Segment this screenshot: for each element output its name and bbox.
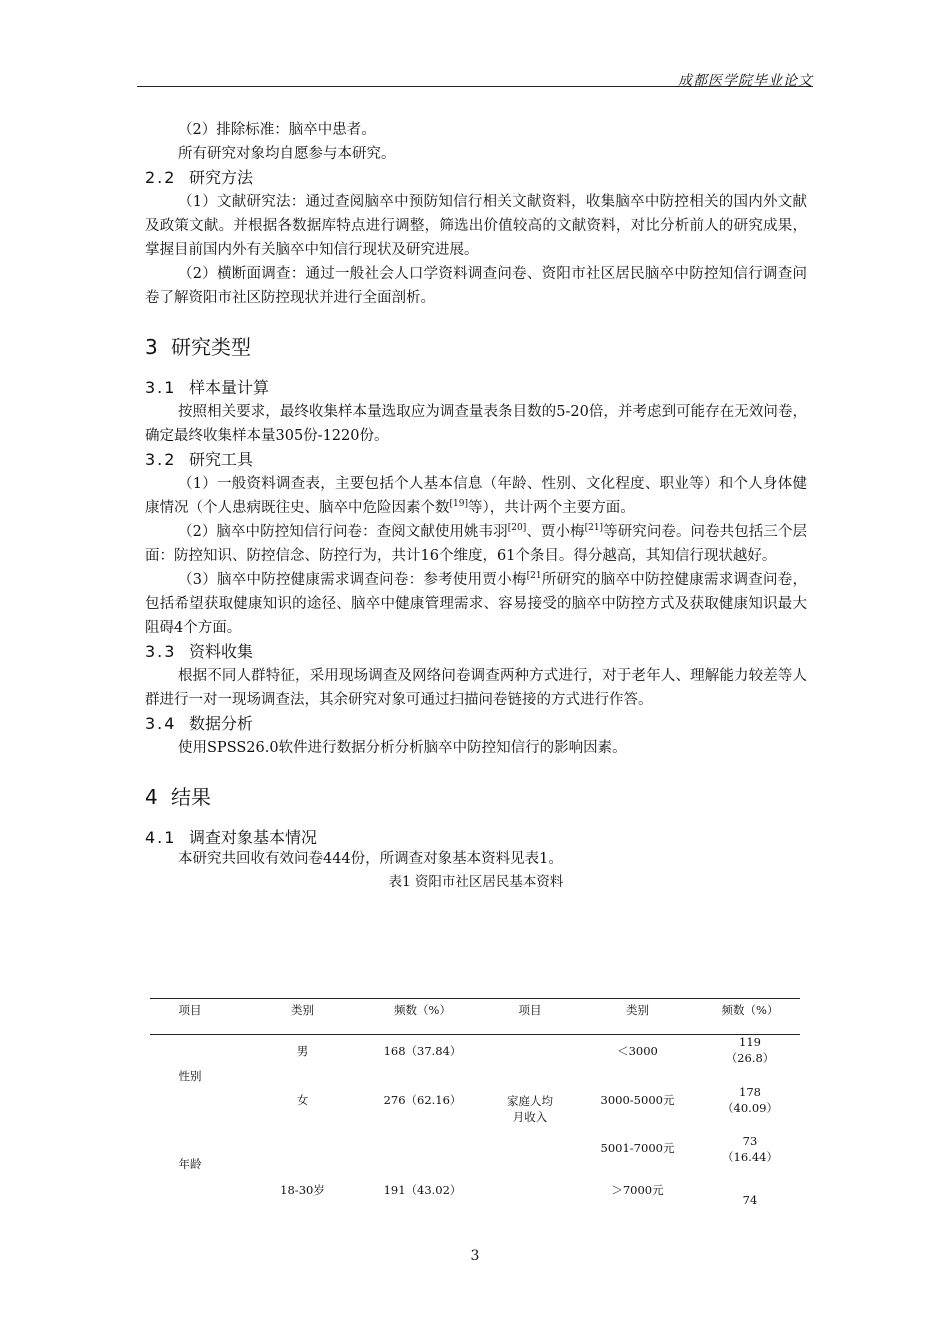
heading-title: 研究类型 [171,335,251,359]
freq-percent: （16.44） [722,1150,778,1164]
cell-male: 男 [296,1044,309,1058]
heading-number: 4.1 [145,828,177,847]
freq-percent: （26.8） [725,1051,775,1065]
heading-title: 研究方法 [189,168,254,187]
cell-income-1: ＜3000 [617,1044,658,1058]
text-run: （1）一般资料调查表，主要包括个人基本信息（年龄、性别、文化程度、职业等）和个人身体健康情况（个人患病既往史、脑卒中危险因素个数 [145,476,807,516]
freq-percent: （40.09） [722,1101,778,1115]
paragraph-cross-section: （2）横断面调查：通过一般社会人口学资料调查问卷、资阳市社区居民脑卒中防控知信行调查问卷了解资阳市社区防控现状并进行全面剖析。 [145,266,807,306]
cell-income-2-freq [695,1084,805,1116]
paragraph-result: 本研究共回收有效问卷444份，所调查对象基本资料见表1。 [178,851,563,867]
heading-number: 3.1 [145,378,177,397]
cell-income-3: 5001-7000元 [600,1141,675,1155]
heading-title: 资料收集 [189,642,254,661]
cell-income-4: ＞7000元 [611,1183,664,1197]
heading-number: 3.2 [145,450,177,469]
text-run: 所研究的脑卒中防控健康需求调查问卷，包括希望获取健康知识的途径、脑卒中健康管理需求、容易接受的脑卒中防控方式及获取健康知识最大阻碍4个方面。 [145,572,807,636]
table-top-rule [150,998,800,999]
header-frequency: 频数（%） [721,1003,779,1017]
freq-count: 73 [742,1134,758,1148]
row-label-age: 年龄 [178,1157,202,1171]
paragraph-voluntary: 所有研究对象均自愿参与本研究。 [178,146,396,162]
heading-3-3 [145,640,807,664]
cell-income-3-freq [695,1133,805,1165]
paragraph-data-analysis: 使用SPSS26.0软件进行数据分析分析脑卒中防控知信行的影响因素。 [178,740,627,756]
paragraph-tool-2 [145,520,807,568]
cell-male-freq: 168（37.84） [383,1044,462,1058]
freq-count: 119 [739,1035,761,1049]
heading-title: 数据分析 [189,714,254,733]
basic-info-table [150,998,800,1213]
paragraph-data-collection: 根据不同人群特征，采用现场调查及网络问卷调查两种方式进行，对于老年人、理解能力较差等人群进行一对一现场调查法，其余研究对象可通过扫描问卷链接的方式进行作答。 [145,668,807,708]
cell-age-18-30: 18-30岁 [280,1183,325,1197]
heading-3-1 [145,376,807,400]
heading-title: 调查对象基本情况 [189,828,318,847]
row-label-gender: 性别 [178,1069,202,1083]
text-run: 、贾小梅 [526,524,585,540]
heading-4 [145,782,807,812]
paragraph-exclusion: （2）排除标准：脑卒中患者。 [178,122,376,138]
cell-female-freq: 276（62.16） [383,1093,462,1107]
header-item: 项目 [178,1003,202,1017]
heading-2-2 [145,166,807,190]
paragraph-literature: （1）文献研究法：通过查阅脑卒中预防知信行相关文献资料，收集脑卒中防控相关的国内外文献及政策文献。并根据各数据库特点进行调整，筛选出价值较高的文献资料，对比分析前人的研究成果，掌握目前国内外有关脑卒中知信行现状及研究进展。 [145,194,807,258]
heading-3-4 [145,712,807,736]
citation: [19] [449,499,468,510]
text-run: （3）脑卒中防控健康需求调查问卷：参考使用贾小梅 [178,572,527,588]
heading-4-1 [145,826,807,850]
cell-income-1-freq [695,1034,805,1066]
heading-3-2 [145,448,807,472]
page-number: 3 [470,1248,480,1264]
heading-number: 3 [145,335,158,359]
cell-female: 女 [296,1093,309,1107]
heading-number: 2.2 [145,168,177,187]
text-run: 等研究问卷。问卷共包括三个层面：防控知识、防控信念、防控行为，共计16个维度，61个条目。得分越高，其知信行现状越好。 [145,524,808,564]
citation: [20] [507,523,527,534]
header-item: 项目 [518,1003,542,1017]
header-rule [137,86,813,87]
heading-title: 结果 [171,785,211,809]
citation: [21] [584,523,604,534]
row-label-income: 家庭人均月收入 [507,1094,553,1124]
paragraph-tool-1 [145,472,807,520]
body-text [145,118,807,894]
running-header: 成都医学院毕业论文 [678,73,813,89]
header-category: 类别 [626,1003,649,1017]
cell-income-2: 3000-5000元 [600,1093,675,1107]
freq-count: 178 [739,1085,761,1099]
cell-income-4-freq: 74 [742,1193,758,1207]
table-caption: 表1 资阳市社区居民基本资料 [388,874,564,890]
header-frequency: 频数（%） [394,1003,451,1017]
cell-age-18-30-freq: 191（43.02） [383,1183,462,1197]
header-category: 类别 [291,1003,314,1017]
heading-3 [145,332,807,362]
paragraph-sample-size: 按照相关要求，最终收集样本量选取应为调查量表条目数的5-20倍，并考虑到可能存在无效问卷，确定最终收集样本量305份-1220份。 [145,404,807,444]
citation: [21 [526,571,542,582]
heading-title: 研究工具 [189,450,254,469]
heading-number: 4 [145,785,158,809]
text-run: （2）脑卒中防控知信行问卷：查阅文献使用姚韦羽 [178,524,508,540]
text-run: 等），共计两个主要方面。 [467,500,635,516]
heading-number: 3.3 [145,642,177,661]
heading-title: 样本量计算 [189,378,270,397]
heading-number: 3.4 [145,714,177,733]
paragraph-tool-3 [145,568,807,640]
